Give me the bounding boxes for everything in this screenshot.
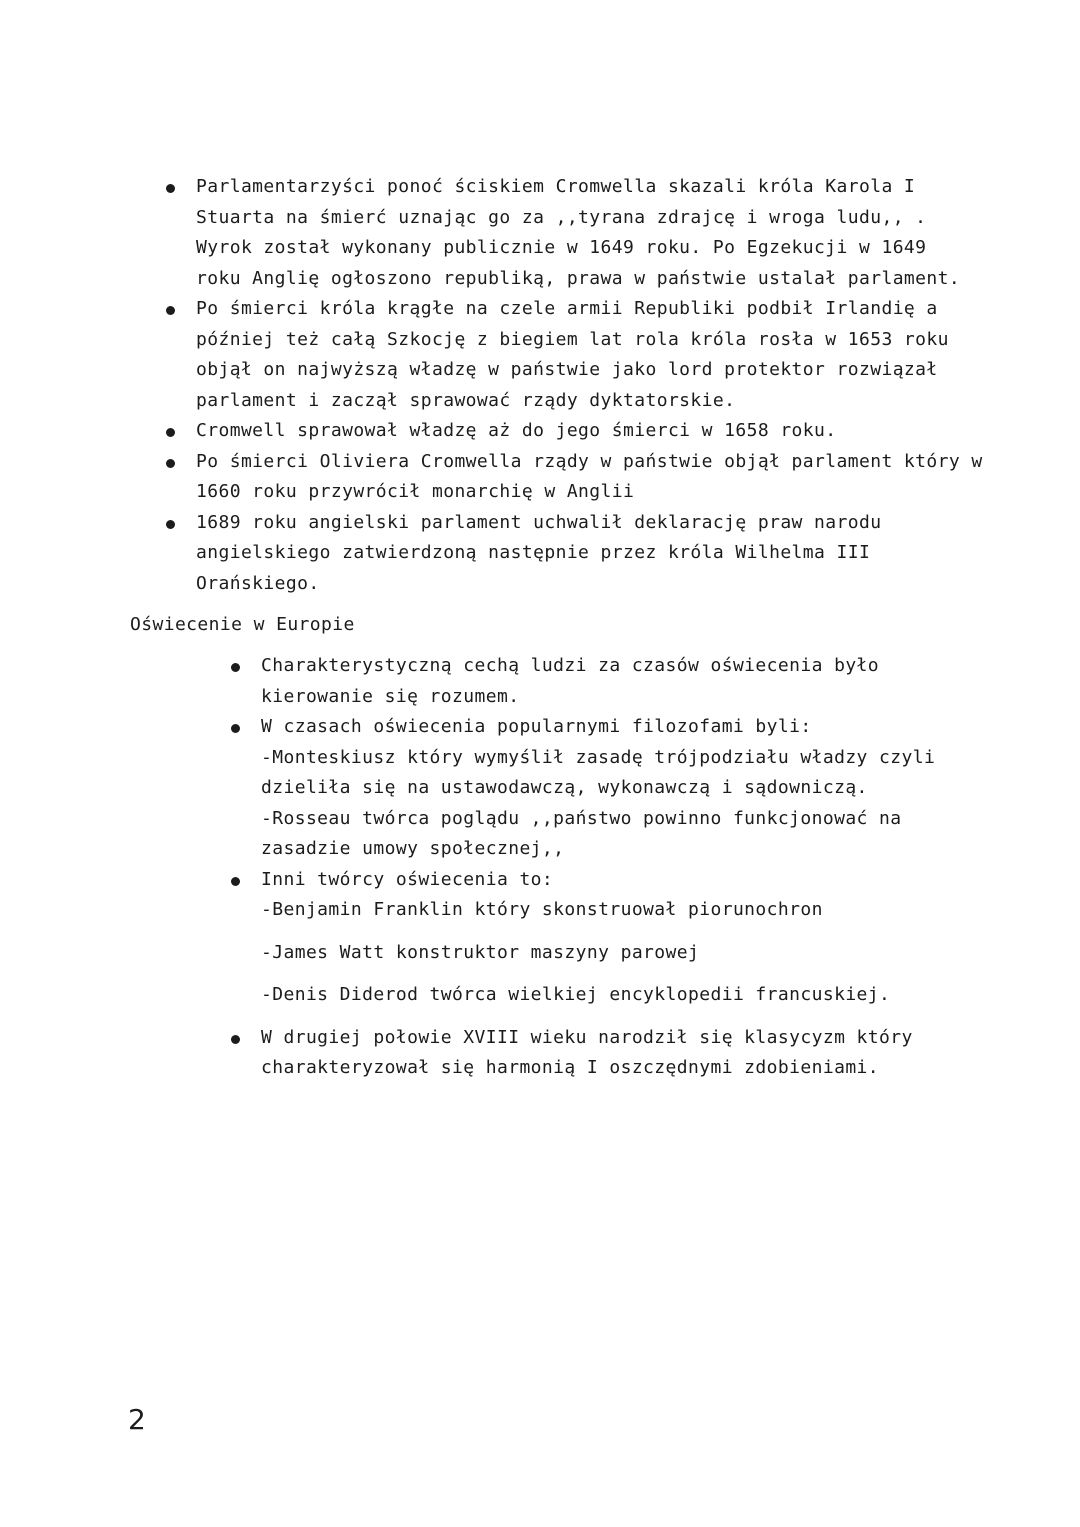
list-item xyxy=(196,294,983,416)
bullet-icon xyxy=(231,877,240,886)
list-item-line: później też całą Szkocję z biegiem lat rola króla rosła w 1653 roku xyxy=(196,328,949,350)
bullet-icon xyxy=(231,663,240,672)
list-item-line: dzieliła się na ustawodawczą, wykonawczą i sądowniczą. xyxy=(261,777,868,798)
list-item-line: -Monteskiusz który wymyślił zasadę trójpodziału władzy czyli xyxy=(261,746,936,768)
list-item-line: Cromwell sprawował władzę aż do jego śmierci w 1658 roku. xyxy=(196,420,837,441)
list-item-line: objął on najwyższą władzę w państwie jako lord protektor rozwiązał xyxy=(196,359,938,380)
list-item-line: zasadzie umowy społecznej,, xyxy=(261,838,565,859)
list-item-line: kierowanie się rozumem. xyxy=(261,685,520,707)
list-item-line: -Benjamin Franklin który skonstruował piorunochron xyxy=(261,899,823,920)
list-item-line: Po śmierci Oliviera Cromwella rządy w państwie objął parlament który w xyxy=(196,450,983,472)
list-item-line: charakteryzował się harmonią I oszczędnymi zdobieniami. xyxy=(261,1057,880,1078)
bullet-icon xyxy=(231,1035,240,1044)
bullet-icon xyxy=(166,306,175,315)
bullet-icon xyxy=(166,184,175,193)
list-item xyxy=(196,172,983,294)
list-item xyxy=(261,865,935,1011)
list-item-line: Inni twórcy oświecenia to: xyxy=(261,868,554,890)
list-item xyxy=(196,508,983,600)
list-item-line: 1689 roku angielski parlament uchwalił deklarację praw narodu xyxy=(196,511,882,533)
bullet-icon xyxy=(166,520,175,529)
list-item-line: parlament i zaczął sprawować rządy dyktatorskie. xyxy=(196,389,736,411)
bullet-list-enlightenment xyxy=(261,651,935,1084)
list-item-subline: -Denis Diderod twórca wielkiej encyklopedii francuskiej. xyxy=(261,984,891,1005)
list-item xyxy=(261,712,935,865)
list-item xyxy=(196,447,983,508)
bullet-icon xyxy=(166,428,175,437)
list-item-line: 1660 roku przywrócił monarchię w Anglii xyxy=(196,481,635,502)
list-item-line: Charakterystyczną cechą ludzi za czasów oświecenia było xyxy=(261,655,880,676)
list-item-line: angielskiego zatwierdzoną następnie przez króla Wilhelma III xyxy=(196,542,871,563)
list-item-line: W drugiej połowie XVIII wieku narodził się klasycyzm który xyxy=(261,1026,913,1048)
list-item-line: Orańskiego. xyxy=(196,572,320,594)
list-item-line: Po śmierci króla krągłe na czele armii Republiki podbił Irlandię a xyxy=(196,298,938,319)
list-item xyxy=(261,1023,935,1084)
section-heading: Oświecenie w Europie xyxy=(130,614,355,635)
list-item-line: W czasach oświecenia popularnymi filozofami byli: xyxy=(261,716,812,737)
list-item xyxy=(261,651,935,712)
bullet-icon xyxy=(231,724,240,733)
list-item-line: -Rosseau twórca poglądu ,,państwo powinno funkcjonować na xyxy=(261,807,902,829)
list-item-line: roku Anglię ogłoszono republiką, prawa w państwie ustalał parlament. xyxy=(196,267,961,289)
bullet-list-cromwell xyxy=(196,172,983,599)
list-item xyxy=(196,416,983,447)
list-item-line: Wyrok został wykonany publicznie w 1649 roku. Po Egzekucji w 1649 xyxy=(196,237,927,258)
list-item-line: Stuarta na śmierć uznając go za ,,tyrana zdrajcę i wroga ludu,, . xyxy=(196,206,927,228)
list-item-subline: -James Watt konstruktor maszyny parowej xyxy=(261,941,700,963)
bullet-icon xyxy=(166,459,175,468)
page-number: 2 xyxy=(128,1403,146,1436)
list-item-line: Parlamentarzyści ponoć ściskiem Cromwella skazali króla Karola I xyxy=(196,176,916,197)
